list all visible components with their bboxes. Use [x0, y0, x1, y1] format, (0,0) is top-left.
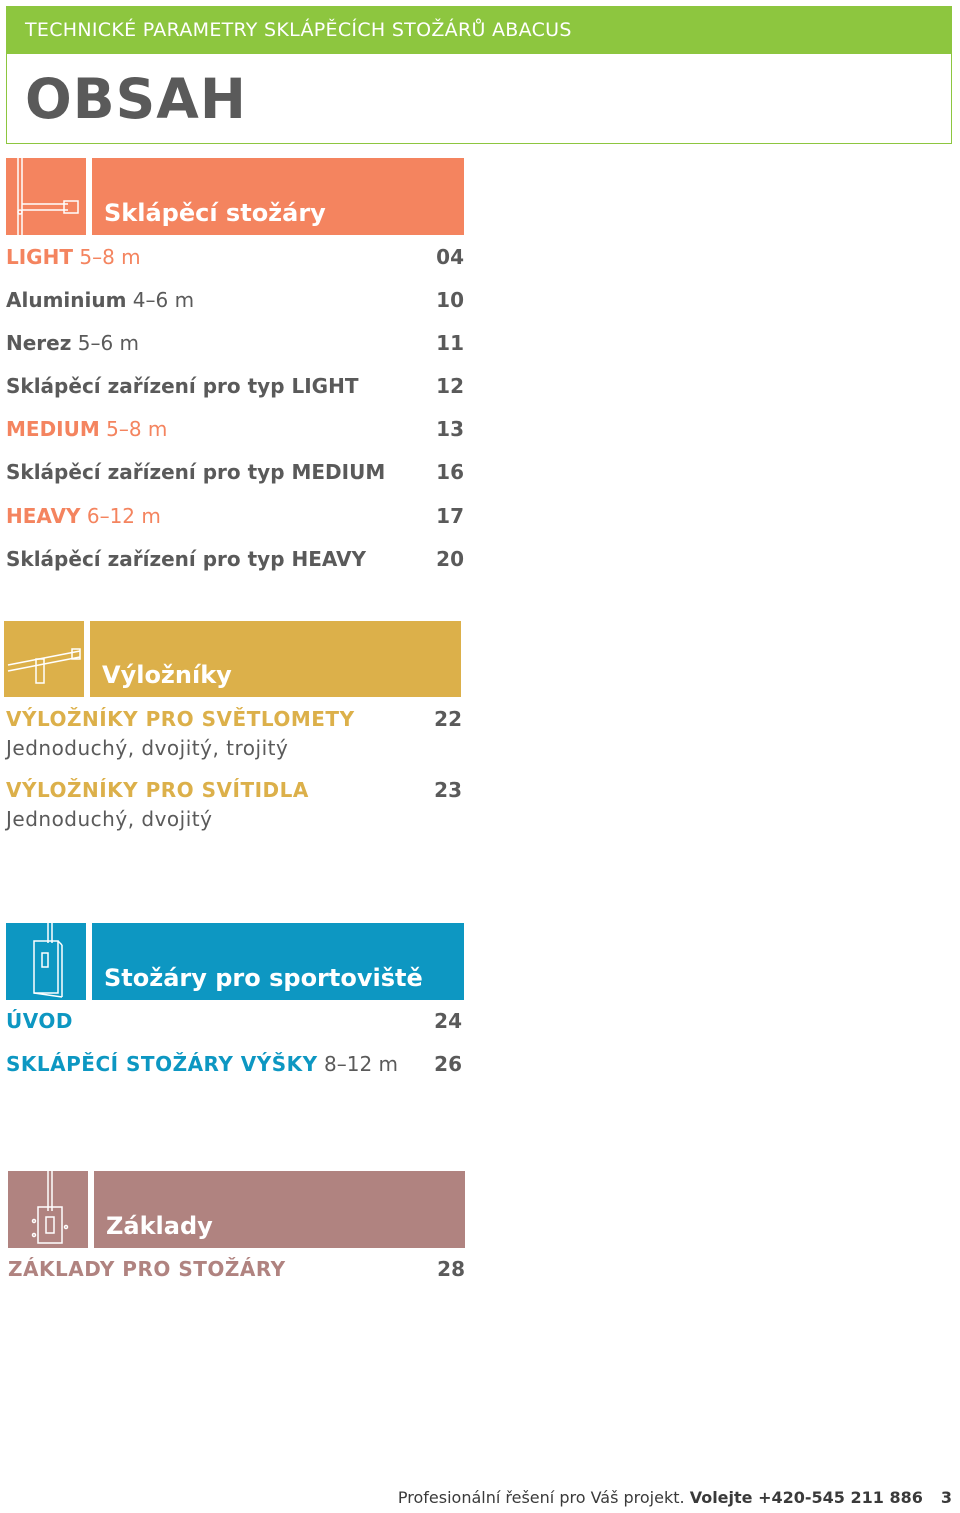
entry-title: VÝLOŽNÍKY PRO SVÍTIDLA	[6, 778, 309, 802]
page-number: 17	[436, 504, 464, 528]
section-title: Základy	[106, 1212, 213, 1240]
toc-entry[interactable]	[6, 778, 462, 802]
page-number: 22	[434, 707, 462, 731]
entry-title: ÚVOD	[6, 1009, 73, 1033]
bracket-arm-icon	[4, 621, 84, 697]
entry-subtitle: Jednoduchý, dvojitý	[6, 807, 213, 831]
foundation-icon	[8, 1171, 88, 1248]
entry-detail: 6–12 m	[80, 504, 161, 528]
entry-title: LIGHT	[6, 245, 73, 269]
toc-entry[interactable]	[6, 504, 464, 528]
entry-subtitle: Jednoduchý, dvojitý, trojitý	[6, 736, 289, 760]
page-number: 04	[436, 245, 464, 269]
section-header-sports-masts	[92, 923, 464, 1000]
toc-entry[interactable]	[6, 245, 464, 269]
page-number: 20	[436, 547, 464, 571]
toc-entry[interactable]	[6, 460, 464, 484]
toc-entry[interactable]	[6, 1052, 462, 1076]
entry-title: HEAVY	[6, 504, 81, 528]
header-bar	[7, 7, 951, 54]
entry-title: Nerez	[6, 331, 72, 355]
entry-title: ZÁKLADY PRO STOŽÁRY	[8, 1257, 286, 1281]
page-number-footer: 3	[940, 1488, 952, 1507]
page-number: 11	[436, 331, 464, 355]
entry-title: Sklápěcí zařízení pro typ HEAVY	[6, 547, 366, 571]
document-title: TECHNICKÉ PARAMETRY SKLÁPĚCÍCH STOŽÁRŮ ABACUS	[25, 19, 572, 41]
toc-entry[interactable]	[8, 1257, 465, 1281]
section-header-foundations	[94, 1171, 465, 1248]
footer-tagline: Profesionální řešení pro Váš projekt.	[397, 1488, 690, 1507]
section-header-brackets	[90, 621, 461, 697]
toc-entry[interactable]	[6, 547, 464, 571]
page-number: 26	[434, 1052, 462, 1076]
entry-detail: 8–12 m	[317, 1052, 399, 1076]
entry-title: VÝLOŽNÍKY PRO SVĚTLOMETY	[6, 707, 355, 731]
toc-entry[interactable]	[6, 288, 464, 312]
section-title: Výložníky	[102, 661, 232, 689]
toc-entry[interactable]	[6, 331, 464, 355]
sports-mast-icon	[6, 923, 86, 1000]
section-header-tilting-masts	[92, 158, 464, 235]
entry-title: SKLÁPĚCÍ STOŽÁRY VÝŠKY	[6, 1052, 318, 1076]
toc-entry[interactable]	[6, 707, 462, 731]
entry-title: Aluminium	[6, 288, 127, 312]
entry-title: Sklápěcí zařízení pro typ LIGHT	[6, 374, 359, 398]
footer-phone[interactable]: Volejte +420-545 211 886	[689, 1488, 923, 1507]
section-title: Sklápěcí stožáry	[104, 199, 326, 227]
page-number: 13	[436, 417, 464, 441]
toc-entry[interactable]	[6, 417, 464, 441]
toc-entry[interactable]	[6, 374, 464, 398]
entry-detail: 5–8 m	[99, 417, 168, 441]
contents-heading: OBSAH	[25, 67, 247, 131]
page-number: 24	[434, 1009, 462, 1033]
tilting-mast-icon	[6, 158, 86, 235]
entry-detail: 5–6 m	[71, 331, 140, 355]
section-title: Stožáry pro sportoviště	[104, 964, 423, 992]
header-box	[6, 6, 952, 144]
page-number: 23	[434, 778, 462, 802]
page-number: 16	[436, 460, 464, 484]
entry-title: Sklápěcí zařízení pro typ MEDIUM	[6, 460, 386, 484]
entry-title: MEDIUM	[6, 417, 100, 441]
page-number: 12	[436, 374, 464, 398]
page-number: 28	[437, 1257, 465, 1281]
toc-entry[interactable]	[6, 1009, 462, 1033]
footer	[398, 1488, 952, 1507]
entry-detail: 4–6 m	[126, 288, 195, 312]
entry-detail: 5–8 m	[72, 245, 141, 269]
page-number: 10	[436, 288, 464, 312]
